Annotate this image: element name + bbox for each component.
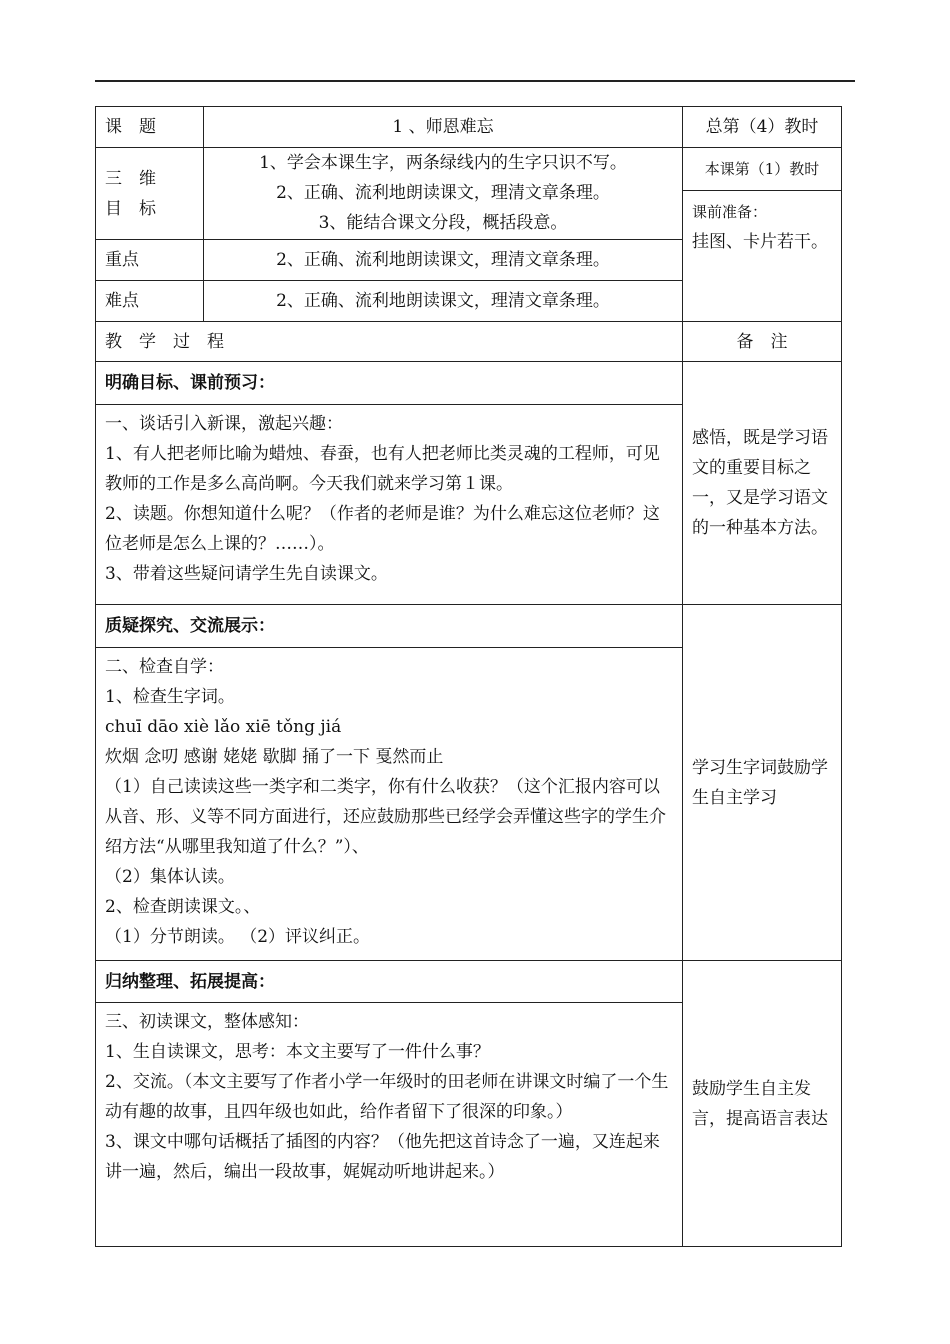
difficulty-text: 2、正确、流利地朗读课文，理清文章条理。 bbox=[204, 281, 683, 322]
topic-row bbox=[96, 107, 842, 148]
goal-item: 2、正确、流利地朗读课文，理清文章条理。 bbox=[276, 183, 610, 203]
body-line: 3、带着这些疑问请学生先自读课文。 bbox=[105, 564, 388, 584]
body-line: 1、生自读课文，思考：本文主要写了一件什么事？ bbox=[105, 1042, 490, 1062]
key-point-text: 2、正确、流利地朗读课文，理清文章条理。 bbox=[204, 240, 683, 281]
body-line: 2、检查朗读课文。、 bbox=[105, 897, 261, 917]
goals-content bbox=[204, 148, 683, 240]
section-note: 学习生字词鼓励学生自主学习 bbox=[683, 605, 842, 961]
section-note: 感悟，既是学习语文的重要目标之一，又是学习语文的一种基本方法。 bbox=[683, 362, 842, 605]
lesson-plan-table bbox=[95, 106, 842, 1247]
goals-label bbox=[96, 148, 204, 240]
vocab-line: 炊烟 念叨 感谢 姥姥 歇脚 捅了一下 戛然而止 bbox=[105, 747, 444, 767]
section-body bbox=[96, 405, 683, 605]
preparation-title: 课前准备： bbox=[692, 203, 768, 221]
body-line: 1、检查生字词。 bbox=[105, 687, 235, 707]
total-period: 总第（4）教时 bbox=[683, 107, 842, 148]
body-line: （1）分节朗读。 （2）评议纠正。 bbox=[105, 927, 371, 947]
goals-label-line1: 三 维 bbox=[105, 168, 156, 189]
goal-item: 1、学会本课生字，两条绿线内的生字只识不写。 bbox=[259, 153, 627, 173]
process-header-row bbox=[96, 322, 842, 362]
goals-row bbox=[96, 148, 842, 191]
section-heading: 质疑探究、交流展示： bbox=[96, 605, 683, 648]
body-line: 1、有人把老师比喻为蜡烛、春蚕，也有人把老师比类灵魂的工程师，可见教师的工作是多么高尚啊。今天我们就来学习第１课。 bbox=[105, 444, 660, 494]
section-body bbox=[96, 1003, 683, 1247]
goals-label-line2: 目 标 bbox=[105, 198, 156, 219]
body-line: 一、谈话引入新课，激起兴趣： bbox=[105, 414, 343, 434]
difficulty-label: 难点 bbox=[96, 281, 204, 322]
body-line: 2、读题。你想知道什么呢？（作者的老师是谁？为什么难忘这位老师？这位老师是怎么上课的？……）。 bbox=[105, 504, 660, 554]
body-line: 3、课文中哪句话概括了插图的内容？（他先把这首诗念了一遍，又连起来讲一遍，然后，编出一段故事，娓娓动听地讲起来。） bbox=[105, 1132, 660, 1182]
topic-title: 1 、师恩难忘 bbox=[204, 107, 683, 148]
section-heading-row bbox=[96, 961, 842, 1003]
body-line: 2、交流。（本文主要写了作者小学一年级时的田老师在讲课文时编了一个生动有趣的故事，且四年级也如此，给作者留下了很深的印象。） bbox=[105, 1072, 669, 1122]
lesson-period: 本课第（1）教时 bbox=[683, 148, 842, 191]
preparation-content: 挂图、卡片若干。 bbox=[692, 232, 828, 252]
notes-label: 备 注 bbox=[683, 322, 842, 362]
section-note: 鼓励学生自主发言，提高语言表达 bbox=[683, 961, 842, 1247]
section-heading-row bbox=[96, 362, 842, 405]
body-line: 三、初读课文，整体感知： bbox=[105, 1012, 309, 1032]
section-heading: 明确目标、课前预习： bbox=[96, 362, 683, 405]
body-line: 二、检查自学： bbox=[105, 657, 224, 677]
topic-label: 课 题 bbox=[96, 107, 204, 148]
key-point-label: 重点 bbox=[96, 240, 204, 281]
body-line: （1）自己读读这些一类字和二类字，你有什么收获？（这个汇报内容可以从音、形、义等不同方面进行，还应鼓励那些已经学会弄懂这些字的学生介绍方法“从哪里我知道了什么？”）、 bbox=[105, 777, 666, 857]
goal-item: 3、能结合课文分段，概括段意。 bbox=[318, 213, 568, 233]
preparation-cell bbox=[683, 191, 842, 322]
body-line: （2）集体认读。 bbox=[105, 867, 235, 887]
top-rule bbox=[95, 80, 855, 82]
section-body bbox=[96, 648, 683, 961]
section-heading: 归纳整理、拓展提高： bbox=[96, 961, 683, 1003]
process-label: 教 学 过 程 bbox=[96, 322, 683, 362]
section-heading-row bbox=[96, 605, 842, 648]
pinyin-line: chuī dāo xiè lǎo xiē tǒng jiá bbox=[105, 717, 342, 737]
